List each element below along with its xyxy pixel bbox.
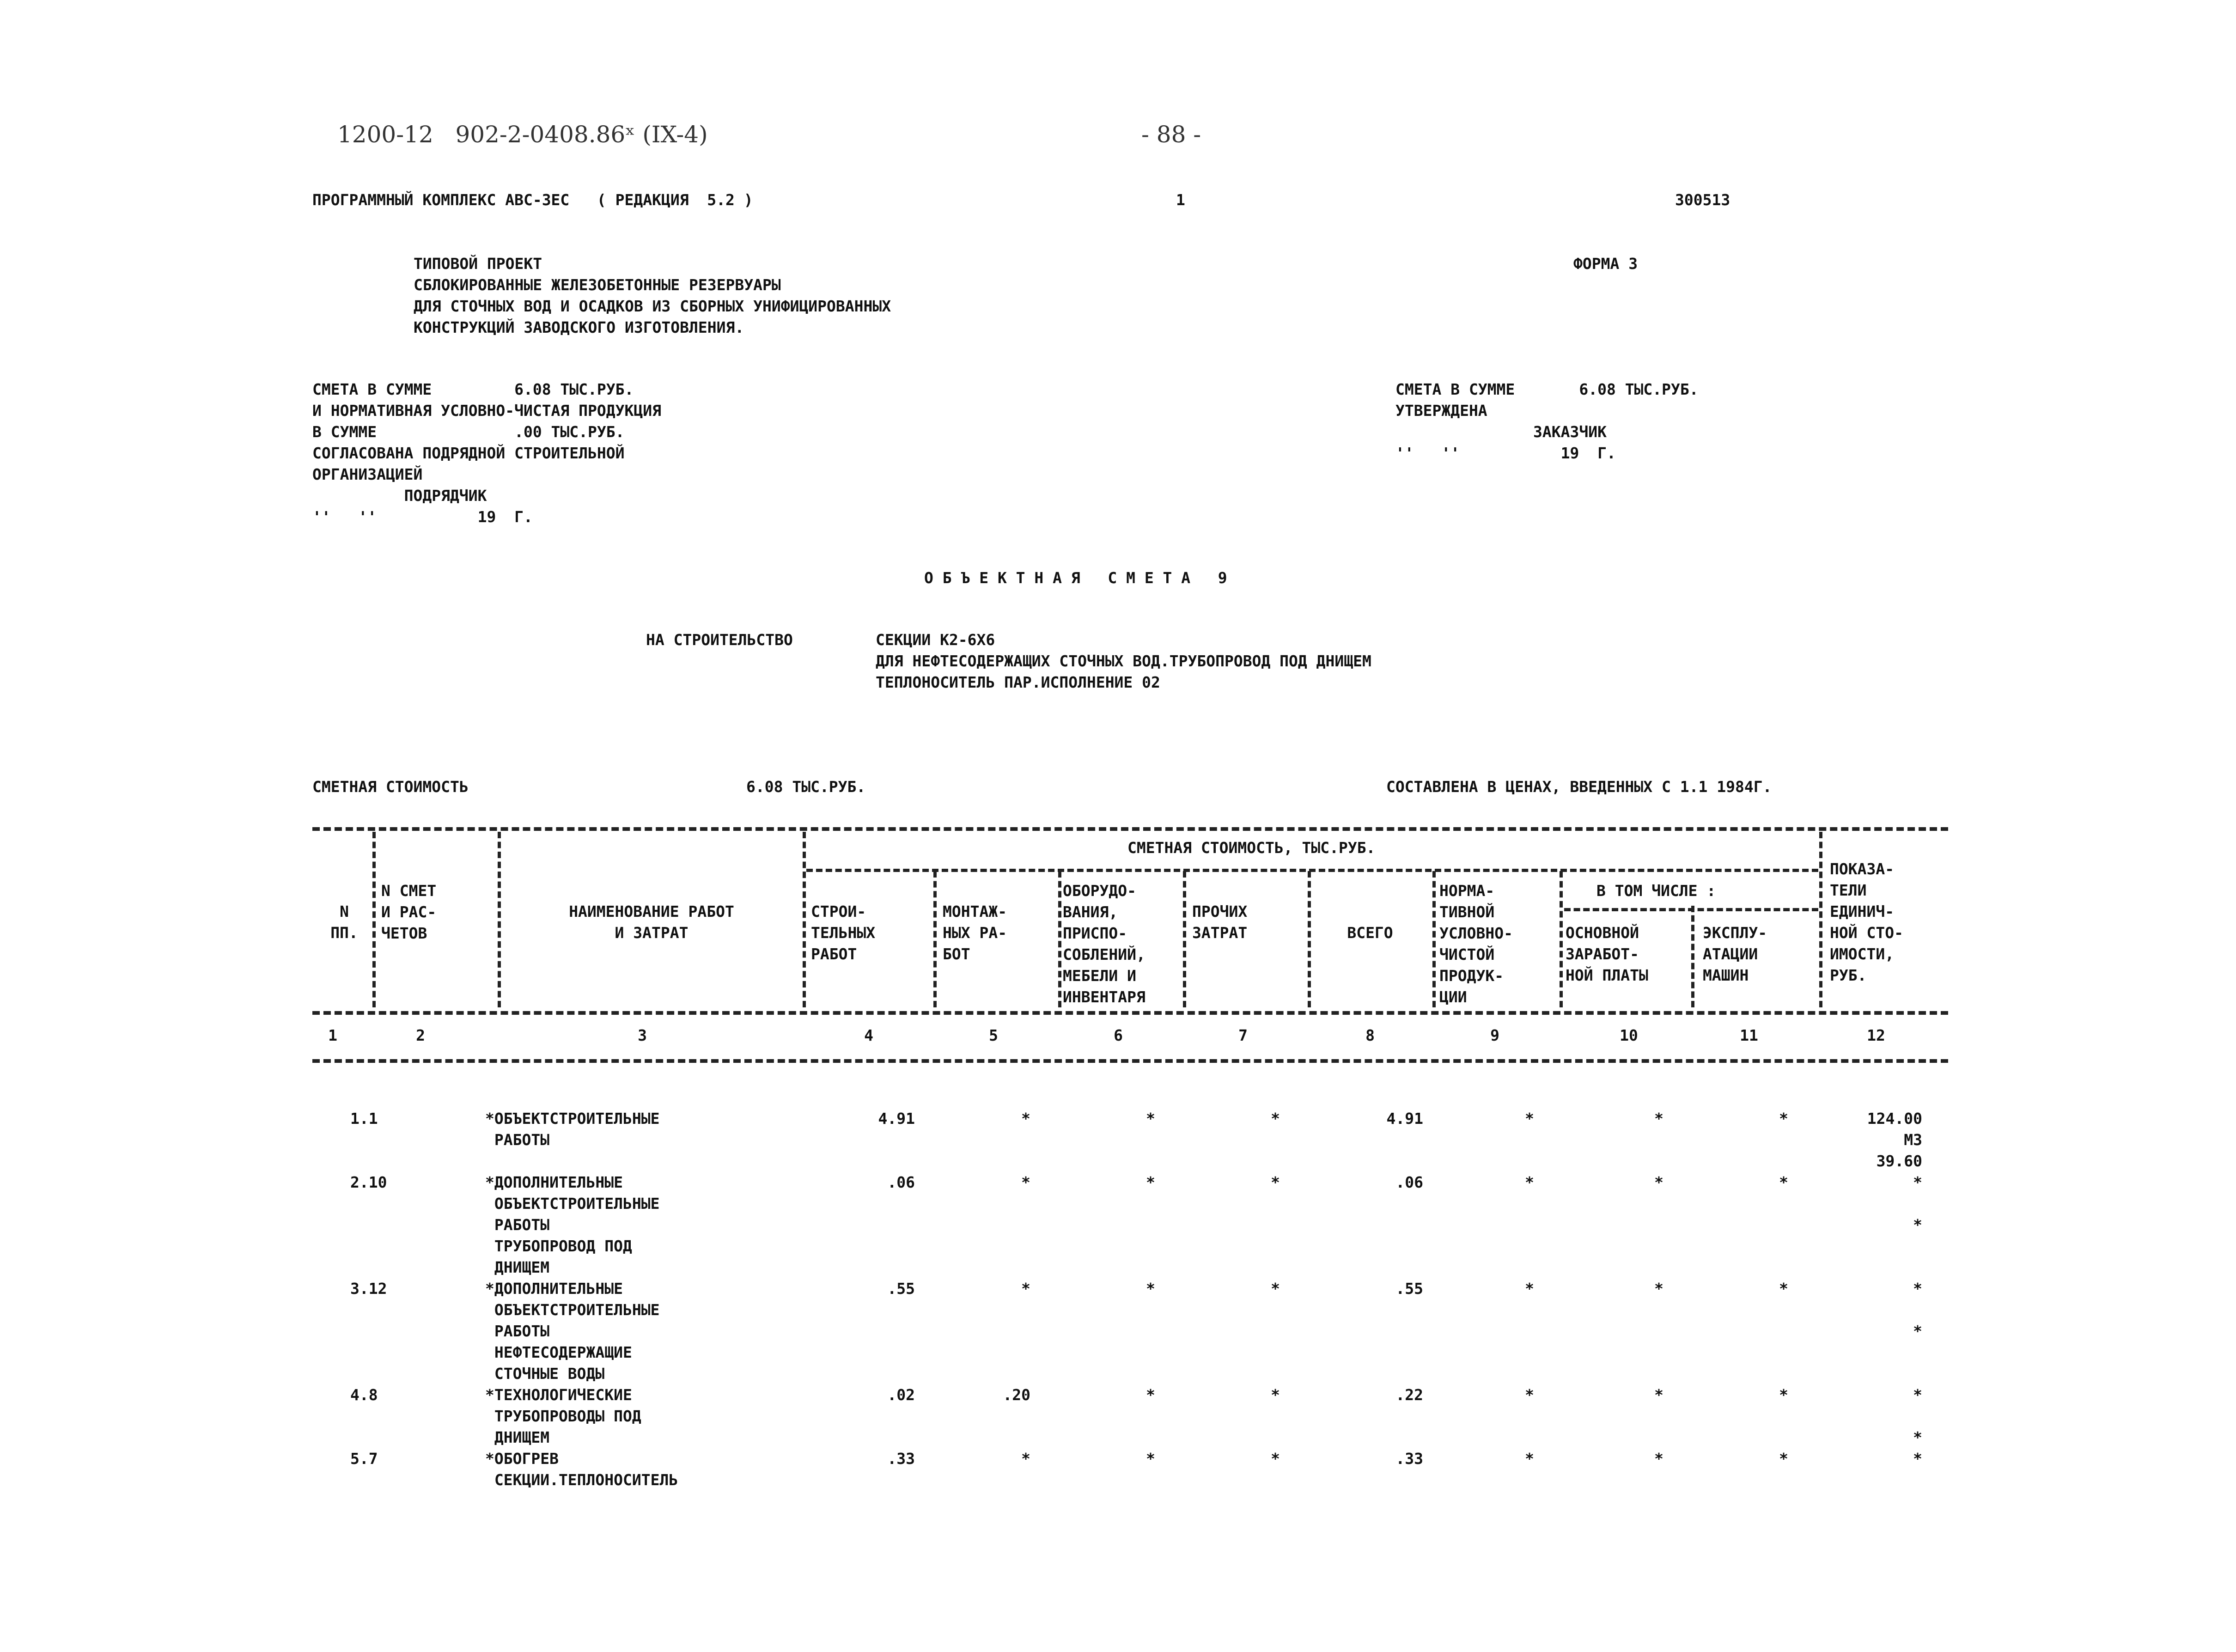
row-total: .06 [1395,1173,1423,1191]
row-name: *ОБОГРЕВ СЕКЦИИ.ТЕПЛОНОСИТЕЛЬ [485,1450,678,1489]
group-header: СМЕТНАЯ СТОИМОСТЬ, ТЫС.РУБ. [1127,839,1376,857]
row-construction: .33 [887,1450,915,1468]
table-header-rule [312,1011,1948,1015]
row-total: .55 [1395,1280,1423,1298]
row-net-product: * [1525,1109,1534,1128]
subgroup-header-rule [1564,908,1818,911]
table-numbers-rule [312,1059,1948,1063]
row-net-product: * [1525,1280,1534,1298]
row-construction: .06 [887,1173,915,1191]
column-separator [1058,871,1061,1007]
header-construction: СТРОИ- ТЕЛЬНЫХ РАБОТ [811,902,876,963]
construction-prefix: НА СТРОИТЕЛЬСТВО [646,631,793,649]
project-line: ТИПОВОЙ ПРОЕКТ [414,255,542,273]
row-pp: 4.8 [350,1386,378,1404]
row-machines: * [1779,1109,1788,1128]
col-number: 8 [1365,1026,1375,1044]
approval-line: СМЕТА В СУММЕ 6.08 ТЫС.РУБ. [1395,380,1699,398]
row-pp: 3.12 [350,1280,387,1298]
header-wages: ОСНОВНОЙ ЗАРАБОТ- НОЙ ПЛАТЫ [1566,924,1648,984]
row-wages: * [1654,1280,1663,1298]
row-wages: * [1654,1450,1663,1468]
row-machines: * [1779,1450,1788,1468]
column-separator [803,832,806,1007]
row-pp: 5.7 [350,1450,378,1468]
document-id: 1200-12 902-2-0408.86ˣ (IX-4) [337,121,708,148]
estimate-title: О Б Ъ Е К Т Н А Я С М Е Т А 9 [924,569,1227,587]
column-separator [933,871,937,1007]
header-installation: МОНТАЖ- НЫХ РА- БОТ [943,902,1007,963]
col-number: 7 [1238,1026,1248,1044]
approval-line: '' '' 19 Г. [1395,444,1616,462]
approval-line: СОГЛАСОВАНА ПОДРЯДНОЙ СТРОИТЕЛЬНОЙ [312,444,625,462]
row-construction: .02 [887,1386,915,1404]
header-net-product: НОРМА- ТИВНОЙ УСЛОВНО- ЧИСТОЙ ПРОДУК- ЦИИ [1439,882,1513,1006]
project-line: ДЛЯ СТОЧНЫХ ВОД И ОСАДКОВ ИЗ СБОРНЫХ УНИФИЦИРОВАННЫХ [414,297,891,315]
row-installation: * [1021,1109,1030,1128]
document-code: 300513 [1675,191,1730,209]
row-pp: 2.10 [350,1173,387,1191]
row-wages: * [1654,1109,1663,1128]
object-line: СЕКЦИИ К2-6Х6 [876,631,995,649]
column-separator [1308,871,1311,1007]
row-equipment: * [1146,1386,1155,1404]
row-installation: * [1021,1280,1030,1298]
approval-line: '' '' 19 Г. [312,508,533,526]
column-separator [1560,871,1563,1007]
row-other: * [1271,1280,1280,1298]
header-equipment: ОБОРУДО- ВАНИЯ, ПРИСПО- СОБЛЕНИЙ, МЕБЕЛИ И ИНВЕНТАРЯ [1063,882,1145,1006]
approval-line: СМЕТА В СУММЕ 6.08 ТЫС.РУБ. [312,380,634,398]
row-name: *ОБЪЕКТСТРОИТЕЛЬНЫЕ РАБОТЫ [485,1109,660,1149]
row-construction: 4.91 [878,1109,915,1128]
col-number: 10 [1620,1026,1638,1044]
table-top-rule [312,827,1948,831]
page-number: - 88 - [1141,121,1201,148]
row-other: * [1271,1173,1280,1191]
row-wages: * [1654,1173,1663,1191]
form-label: ФОРМА 3 [1573,255,1638,273]
row-total: .33 [1395,1450,1423,1468]
row-machines: * [1779,1386,1788,1404]
row-indicator: 124.00 М3 39.60 [1867,1109,1922,1170]
software-line: ПРОГРАММНЫЙ КОМПЛЕКС АВС-3ЕС ( РЕДАКЦИЯ 5.2 ) [312,191,753,209]
row-net-product: * [1525,1173,1534,1191]
row-installation: * [1021,1173,1030,1191]
row-name: *ТЕХНОЛОГИЧЕСКИЕ ТРУБОПРОВОДЫ ПОД ДНИЩЕМ [485,1386,641,1446]
col-number: 4 [864,1026,873,1044]
row-other: * [1271,1450,1280,1468]
col-number: 11 [1740,1026,1758,1044]
approval-line: ПОДРЯДЧИК [312,487,487,505]
object-line: ТЕПЛОНОСИТЕЛЬ ПАР.ИСПОЛНЕНИЕ 02 [876,673,1160,691]
header-total: ВСЕГО [1347,924,1393,942]
row-other: * [1271,1386,1280,1404]
row-machines: * [1779,1173,1788,1191]
column-separator [372,832,376,1007]
column-separator [1432,871,1436,1007]
row-wages: * [1654,1386,1663,1404]
approval-line: И НОРМАТИВНАЯ УСЛОВНО-ЧИСТАЯ ПРОДУКЦИЯ [312,402,661,420]
group-header-rule [806,869,1818,872]
row-equipment: * [1146,1109,1155,1128]
col-number: 12 [1867,1026,1885,1044]
col-number: 3 [638,1026,647,1044]
subgroup-header: В ТОМ ЧИСЛЕ : [1596,882,1716,900]
row-net-product: * [1525,1450,1534,1468]
header-machines: ЭКСПЛУ- АТАЦИИ МАШИН [1703,924,1767,984]
row-other: * [1271,1109,1280,1128]
approval-line: УТВЕРЖДЕНА [1395,402,1487,420]
row-installation: * [1021,1450,1030,1468]
cost-value: 6.08 ТЫС.РУБ. [746,778,866,796]
col-number: 2 [416,1026,425,1044]
row-indicator: * * [1913,1280,1922,1340]
column-separator [1819,832,1822,1007]
col-number: 1 [328,1026,337,1044]
row-equipment: * [1146,1173,1155,1191]
object-line: ДЛЯ НЕФТЕСОДЕРЖАЩИХ СТОЧНЫХ ВОД.ТРУБОПРОВОД ПОД ДНИЩЕМ [876,652,1371,670]
row-equipment: * [1146,1280,1155,1298]
row-machines: * [1779,1280,1788,1298]
header-estimate-number: N СМЕТ И РАС- ЧЕТОВ [381,882,437,942]
project-line: КОНСТРУКЦИЙ ЗАВОДСКОГО ИЗГОТОВЛЕНИЯ. [414,318,744,336]
column-separator [1183,871,1186,1007]
row-name: *ДОПОЛНИТЕЛЬНЫЕ ОБЪЕКТСТРОИТЕЛЬНЫЕ РАБОТЫ ТРУБОПРОВОД ПОД ДНИЩЕМ [485,1173,660,1276]
row-net-product: * [1525,1386,1534,1404]
col-number: 6 [1114,1026,1123,1044]
header-work-name: НАИМЕНОВАНИЕ РАБОТ И ЗАТРАТ [569,902,734,942]
approval-line: ОРГАНИЗАЦИЕЙ [312,465,423,483]
row-pp: 1.1 [350,1109,378,1128]
approval-line: ЗАКАЗЧИК [1395,423,1607,441]
sheet-number: 1 [1176,191,1185,209]
row-installation: .20 [1003,1386,1030,1404]
row-name: *ДОПОЛНИТЕЛЬНЫЕ ОБЪЕКТСТРОИТЕЛЬНЫЕ РАБОТЫ НЕФТЕСОДЕРЖАЩИЕ СТОЧНЫЕ ВОДЫ [485,1280,660,1383]
col-number: 5 [989,1026,998,1044]
row-indicator: * [1913,1450,1922,1468]
row-indicator: * * [1913,1173,1922,1234]
header-pp: N ПП. [330,902,358,942]
row-equipment: * [1146,1450,1155,1468]
header-indicators: ПОКАЗА- ТЕЛИ ЕДИНИЧ- НОЙ СТО- ИМОСТИ, РУБ. [1830,860,1903,984]
project-line: СБЛОКИРОВАННЫЕ ЖЕЛЕЗОБЕТОННЫЕ РЕЗЕРВУАРЫ [414,276,781,294]
column-separator [498,832,501,1007]
col-number: 9 [1490,1026,1499,1044]
row-indicator: * * [1913,1386,1922,1446]
column-separator [1691,906,1694,1007]
cost-label: СМЕТНАЯ СТОИМОСТЬ [312,778,469,796]
row-total: 4.91 [1386,1109,1423,1128]
prices-note: СОСТАВЛЕНА В ЦЕНАХ, ВВЕДЕННЫХ С 1.1 1984Г. [1386,778,1772,796]
header-other: ПРОЧИХ ЗАТРАТ [1192,902,1248,942]
row-construction: .55 [887,1280,915,1298]
row-total: .22 [1395,1386,1423,1404]
approval-line: В СУММЕ .00 ТЫС.РУБ. [312,423,625,441]
